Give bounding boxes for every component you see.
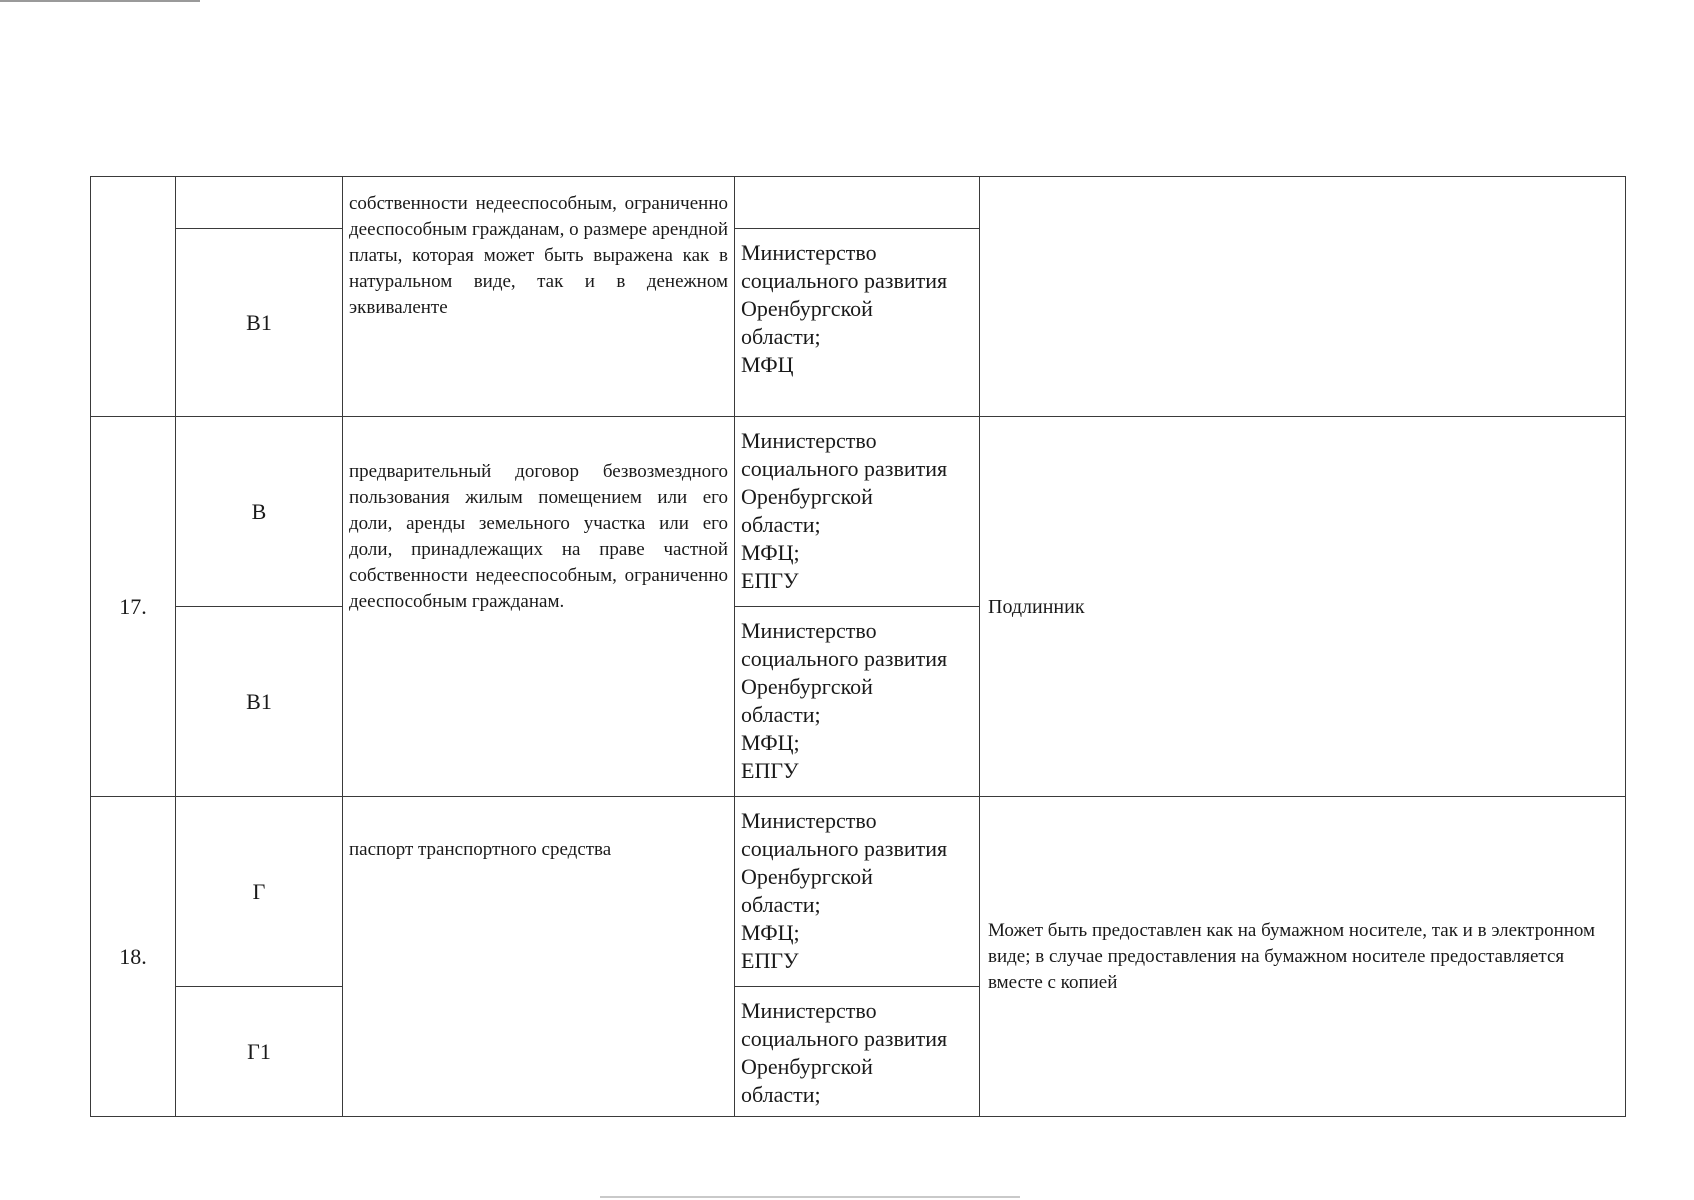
org-line: Оренбургской xyxy=(741,1054,873,1079)
table-row-continued-a xyxy=(91,177,1626,229)
row-number-cell: 18. xyxy=(91,797,176,1117)
table-row-17-a xyxy=(91,417,1626,607)
doc-description-cell: собственности недееспособным, ограниченно дееспособным гражданам, о размере арендной платы, которая может быть выражена как в натуральном виде, так и в денежном эквиваленте xyxy=(343,177,735,417)
org-line: Оренбургской xyxy=(741,296,873,321)
org-cell xyxy=(735,607,980,797)
documents-table xyxy=(90,176,1626,1117)
doc-code-cell: Г1 xyxy=(176,987,343,1117)
org-line: МФЦ; xyxy=(741,540,800,565)
org-line: Оренбургской xyxy=(741,674,873,699)
scan-edge-mark-bottom xyxy=(600,1196,1020,1198)
org-line: области; xyxy=(741,512,821,537)
org-line: социального развития xyxy=(741,836,948,861)
table-row-18-a xyxy=(91,797,1626,987)
doc-code-cell xyxy=(176,177,343,229)
org-line: МФЦ; xyxy=(741,730,800,755)
org-line: области; xyxy=(741,702,821,727)
scan-edge-mark xyxy=(0,0,200,2)
org-line: Министерство xyxy=(741,618,877,643)
org-line: Министерство xyxy=(741,240,877,265)
org-line: Министерство xyxy=(741,428,877,453)
org-line: социального развития xyxy=(741,456,948,481)
note-cell: Подлинник xyxy=(980,417,1626,797)
org-line: социального развития xyxy=(741,646,948,671)
org-cell xyxy=(735,417,980,607)
row-number-cell xyxy=(91,177,176,417)
org-line: Министерство xyxy=(741,808,877,833)
org-cell xyxy=(735,229,980,417)
org-line: социального развития xyxy=(741,268,948,293)
org-line: области; xyxy=(741,1082,821,1107)
doc-description-cell: паспорт транспортного средства xyxy=(343,797,735,1117)
org-line: ЕПГУ xyxy=(741,758,799,783)
note-cell xyxy=(980,177,1626,417)
doc-code-cell: В1 xyxy=(176,607,343,797)
doc-code-cell: В1 xyxy=(176,229,343,417)
note-cell: Может быть предоставлен как на бумажном носителе, так и в электронном виде; в случае предоставления на бумажном носителе предоставляется вместе с копией xyxy=(980,797,1626,1117)
org-line: ЕПГУ xyxy=(741,568,799,593)
doc-code-cell: Г xyxy=(176,797,343,987)
org-cell xyxy=(735,797,980,987)
org-line: Оренбургской xyxy=(741,864,873,889)
org-line: МФЦ; xyxy=(741,920,800,945)
org-line: области; xyxy=(741,892,821,917)
org-cell xyxy=(735,987,980,1117)
org-line: ЕПГУ xyxy=(741,948,799,973)
doc-description-cell: предварительный договор безвозмездного пользования жилым помещением или его доли, аренды земельного участка или его доли, принадлежащих на праве частной собственности недееспособным, ограниченно дееспособным гражданам. xyxy=(343,417,735,797)
org-line: социального развития xyxy=(741,1026,948,1051)
row-number-cell: 17. xyxy=(91,417,176,797)
org-line: Оренбургской xyxy=(741,484,873,509)
org-line: МФЦ xyxy=(741,352,794,377)
org-line: Министерство xyxy=(741,998,877,1023)
org-line: области; xyxy=(741,324,821,349)
doc-code-cell: В xyxy=(176,417,343,607)
org-cell xyxy=(735,177,980,229)
